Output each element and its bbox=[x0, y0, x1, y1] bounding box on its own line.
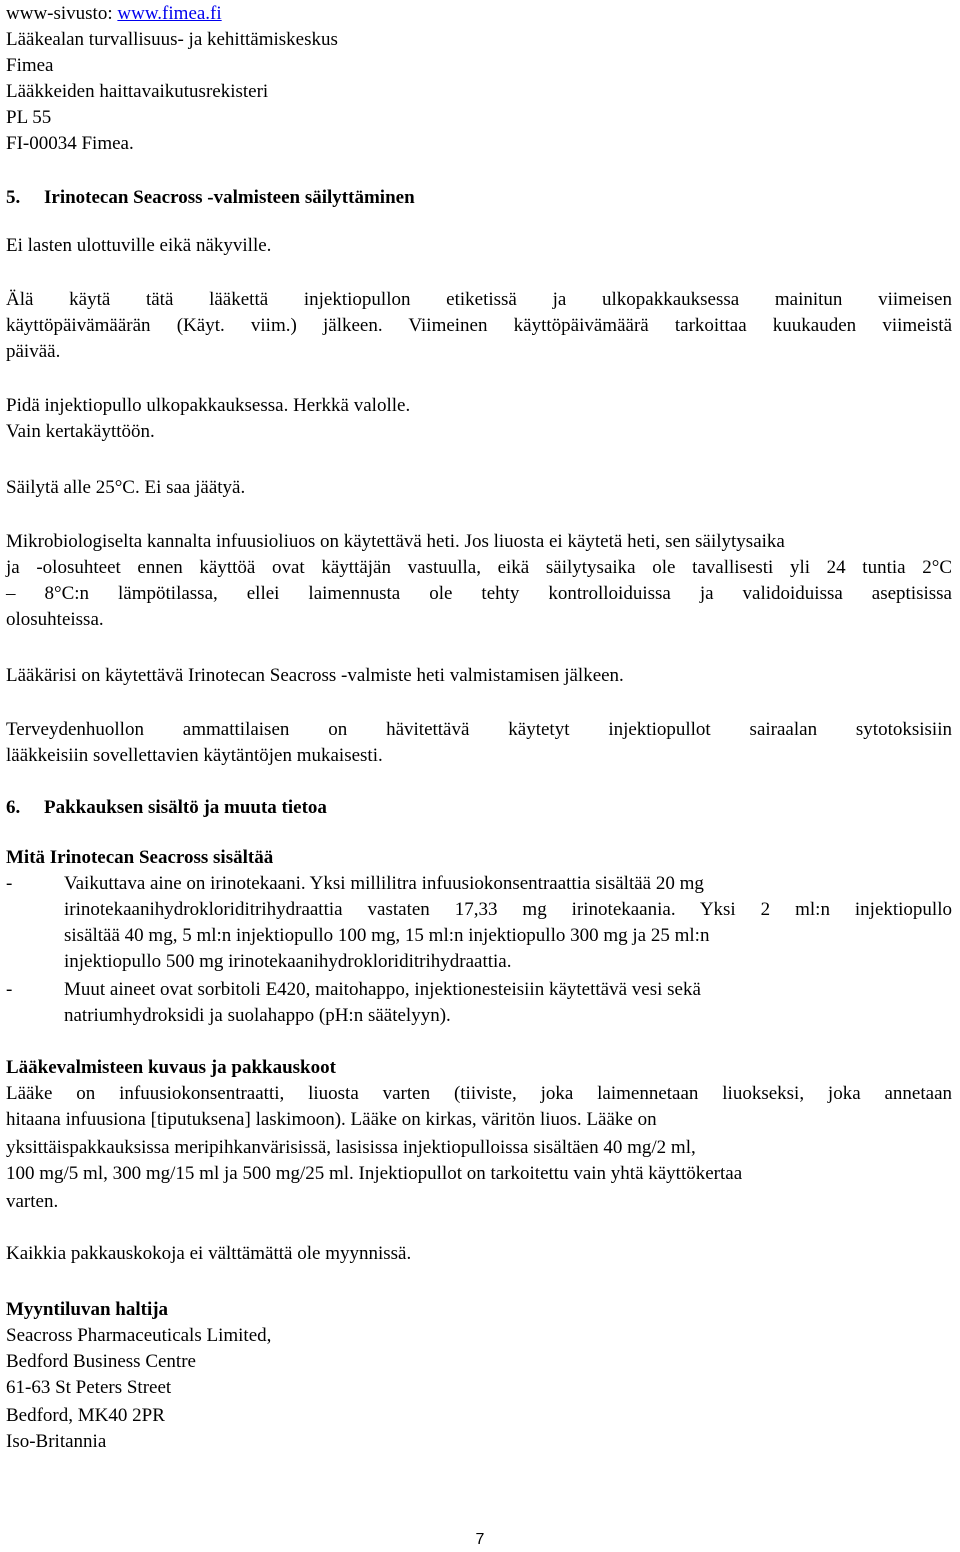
contact-line: PL 55 bbox=[6, 107, 52, 128]
mah-heading: Myyntiluvan haltija bbox=[6, 1299, 169, 1320]
disposal-line: Terveydenhuollon ammattilaisen on hävitettävä käytetyt injektiopullot sairaalan sytotoksisiin bbox=[6, 719, 952, 740]
bullet-line: injektiopullo 500 mg irinotekaanihydrokloriditrihydraattia. bbox=[64, 951, 512, 972]
mah-address-line: 61-63 St Peters Street bbox=[6, 1377, 172, 1398]
doctor-use-line: Lääkärisi on käytettävä Irinotecan Seacross -valmiste heti valmistamisen jälkeen. bbox=[6, 665, 624, 686]
contents-heading: Mitä Irinotecan Seacross sisältää bbox=[6, 847, 274, 868]
contact-line: Lääkkeiden haittavaikutusrekisteri bbox=[6, 81, 269, 102]
expiry-line: käyttöpäivämäärän (Käyt. viim.) jälkeen. Viimeinen käyttöpäivämäärä tarkoittaa kuukauden viimeistä bbox=[6, 315, 952, 336]
microbiology-line: ja -olosuhteet ennen käyttöä ovat käyttäjän vastuulla, eikä säilytysaika ole tavallisesti yli 24 tuntia 2°C bbox=[6, 557, 952, 578]
disposal-line: lääkkeisiin sovellettavien käytäntöjen mukaisesti. bbox=[6, 745, 383, 766]
light-line: Pidä injektiopullo ulkopakkauksessa. Herkkä valolle. bbox=[6, 395, 411, 416]
contact-line: FI-00034 Fimea. bbox=[6, 133, 134, 154]
temperature-line: Säilytä alle 25°C. Ei saa jäätyä. bbox=[6, 477, 246, 498]
description-line: yksittäispakkauksissa meripihkanvärisissä, lasisissa injektiopulloissa sisältäen 40 mg/2 ml, bbox=[6, 1137, 696, 1158]
microbiology-line: Mikrobiologiselta kannalta infuusioliuos on käytettävä heti. Jos liuosta ei käytetä heti, sen säilytysaika bbox=[6, 531, 785, 552]
section-6-heading: 6. Pakkauksen sisältö ja muuta tietoa bbox=[6, 797, 327, 818]
page-number: 7 bbox=[475, 1531, 485, 1548]
microbiology-line: – 8°C:n lämpötilassa, ellei laimennusta ole tehty kontrolloiduissa ja validoiduissa aseptisissa bbox=[6, 583, 952, 604]
contact-line: Fimea bbox=[6, 55, 54, 76]
description-line: varten. bbox=[6, 1191, 59, 1212]
bullet-line: Muut aineet ovat sorbitoli E420, maitohappo, injektionesteisiin käytettävä vesi sekä bbox=[64, 979, 701, 1000]
website-label: www-sivusto: bbox=[6, 3, 118, 24]
description-line: Lääke on infuusiokonsentraatti, liuosta varten (tiiviste, joka laimennetaan liuokseksi, joka annetaan bbox=[6, 1083, 952, 1104]
description-line: 100 mg/5 ml, 300 mg/15 ml ja 500 mg/25 ml. Injektiopullot on tarkoitettu vain yhtä käyttökertaa bbox=[6, 1163, 743, 1184]
section-5-heading: 5. Irinotecan Seacross -valmisteen säilyttäminen bbox=[6, 187, 415, 208]
bullet-line: Vaikuttava aine on irinotekaani. Yksi millilitra infuusiokonsentraattia sisältää 20 mg bbox=[64, 873, 704, 894]
fimea-link[interactable]: www.fimea.fi bbox=[117, 3, 222, 24]
website-line bbox=[6, 2, 222, 26]
storage-paragraph: Ei lasten ulottuville eikä näkyville. bbox=[6, 235, 272, 256]
expiry-line: Älä käytä tätä lääkettä injektiopullon etiketissä ja ulkopakkauksessa mainitun viimeisen bbox=[6, 289, 952, 310]
mah-address-line: Bedford, MK40 2PR bbox=[6, 1405, 165, 1426]
description-line: hitaana infuusiona [tiputuksena] laskimoon). Lääke on kirkas, väritön liuos. Lääke on bbox=[6, 1109, 657, 1130]
mah-address-line: Seacross Pharmaceuticals Limited, bbox=[6, 1325, 272, 1346]
bullet-line: natriumhydroksidi ja suolahappo (pH:n säätelyyn). bbox=[64, 1005, 451, 1026]
microbiology-line: olosuhteissa. bbox=[6, 609, 104, 630]
expiry-line: päivää. bbox=[6, 341, 61, 362]
bullet-marker: - bbox=[6, 873, 13, 894]
pack-sizes-note: Kaikkia pakkauskokoja ei välttämättä ole myynnissä. bbox=[6, 1243, 412, 1264]
light-line: Vain kertakäyttöön. bbox=[6, 421, 155, 442]
bullet-line: sisältää 40 mg, 5 ml:n injektiopullo 100 mg, 15 ml:n injektiopullo 300 mg ja 25 ml:n bbox=[64, 925, 710, 946]
description-heading: Lääkevalmisteen kuvaus ja pakkauskoot bbox=[6, 1057, 336, 1078]
mah-address-line: Bedford Business Centre bbox=[6, 1351, 196, 1372]
mah-address-line: Iso-Britannia bbox=[6, 1431, 107, 1452]
contact-line: Lääkealan turvallisuus- ja kehittämiskeskus bbox=[6, 29, 338, 50]
bullet-marker: - bbox=[6, 979, 13, 1000]
bullet-line: irinotekaanihydrokloriditrihydraattia vastaten 17,33 mg irinotekaania. Yksi 2 ml:n injektiopullo bbox=[64, 899, 952, 920]
